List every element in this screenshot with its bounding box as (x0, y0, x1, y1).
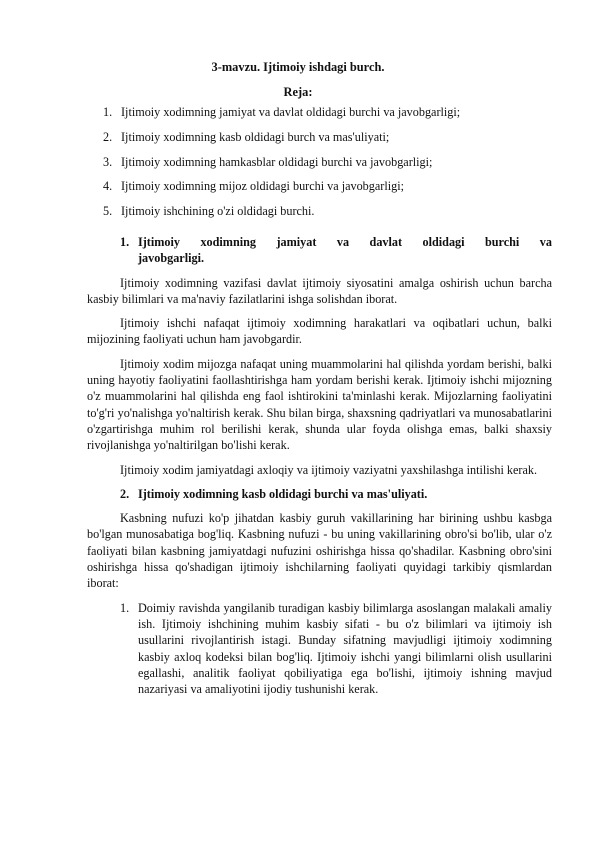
plan-item (103, 104, 563, 129)
list-item-text: Doimiy ravishda yangilanib turadigan kasbiy bilimlarga asoslangan malakali amaliy ish. Ijtimoiy ishchining muhim kasbiy sifati - bu o'z bilimlari va ijtimoiy ish usullarini rivojlantirish istagi. Bunday sifatning mavjudligi ijtimoiy xodimning kasbiy axloq kodeksi bilan bog'liq. Ijtimoiy ishchi yangi bilimlarni olish usullarini egallashi, analitik faoliyat qobiliyatiga ega bo'lishi, ijtimoiy ishning mavjud nazariyasi va amaliyotini ijodiy tushunishi kerak. (138, 600, 552, 697)
document-body (87, 234, 552, 697)
plan-item-text: Ijtimoiy xodimning hamkasblar oldidagi burchi va javobgarligi; (121, 154, 433, 169)
plan-item-number: 2. (103, 129, 113, 144)
plan-item-number: 5. (103, 204, 113, 219)
document-title: 3-mavzu. Ijtimoiy ishdagi burch. (211, 60, 385, 74)
plan-item-number: 4. (103, 179, 113, 194)
list-item-number: 1. (120, 600, 130, 615)
paragraph: Ijtimoiy xodimning vazifasi davlat ijtimoiy siyosatini amalga oshirish uchun barcha kasbiy bilimlari va ma'naviy fazilatlarini ishga solishdan iborat. (87, 275, 552, 306)
section-2-heading (120, 486, 552, 502)
plan-item-text: Ijtimoiy ishchining o'zi oldidagi burchi. (121, 204, 315, 219)
paragraph: Ijtimoiy ishchi nafaqat ijtimoiy xodimning harakatlari va oqibatlari uchun, balki mijozining faoliyati uchun ham javobgardir. (87, 316, 552, 347)
section-1-number: 1. (120, 235, 130, 249)
section-1-heading-line: Ijtimoiy xodimning jamiyat va davlat oldidagi burchi va (138, 235, 552, 249)
plan-item (103, 203, 563, 228)
plan-heading: Reja: (283, 85, 313, 99)
paragraph: Ijtimoiy xodim mijozga nafaqat uning muammolarini hal qilishda yordam berishi, balki uning hayotiy faoliyatini faollashtirishga ham yordam berishi kerak. Ijtimoiy ishchi mijozning o'z muammolarini hal qilishda eng faol ishtirokini ta'minlashi kerak. Mijozlarning faoliyatini to'g'ri yo'nalishga yo'naltirish kerak. Shu bilan birga, shaxsning qadriyatlari va munosabatlarini o'zgartirishga muhim rol berilishi kerak, shunda ular foyda olishga emas, balki shaxsiy rivojlanishga yo'naltirilgan bo'lishi kerak. (87, 356, 552, 453)
section-2-number: 2. (120, 486, 130, 501)
plan-item-text: Ijtimoiy xodimning kasb oldidagi burch va mas'uliyati; (121, 129, 390, 144)
plan-item-text: Ijtimoiy xodimning mijoz oldidagi burchi va javobgarligi; (121, 179, 404, 194)
plan-item (103, 129, 563, 154)
plan-item-text: Ijtimoiy xodimning jamiyat va davlat oldidagi burchi va javobgarligi; (121, 105, 461, 119)
paragraph: Kasbning nufuzi ko'p jihatdan kasbiy guruh vakillarining har birining ushbu kasbga bo'lgan munosabatiga bog'liq. Kasbning nufuzi - bu uning vakillarining obro'si bo'lib, ular o'z faoliyati bilan kasbning jamiyatdagi nufuzini oshirishga hissa qo'shadilar. Kasbning obro'sini oshirishga hissa qo'shadigan ijtimoiy ishchilarning faoliyati quyidagi tarkibiy qismlardan iborat: (87, 511, 552, 591)
section-1-heading (120, 234, 552, 267)
section-2-heading-text: Ijtimoiy xodimning kasb oldidagi burchi va mas'uliyati. (138, 486, 428, 501)
plan-item-number: 3. (103, 154, 113, 169)
plan-item (103, 178, 563, 203)
plan-list (103, 104, 563, 228)
plan-item (103, 154, 563, 179)
paragraph: Ijtimoiy xodim jamiyatdagi axloqiy va ijtimoiy vaziyatni yaxshilashga intilishi kerak. (120, 462, 538, 477)
list-item (120, 600, 552, 698)
plan-item-number: 1. (103, 105, 113, 119)
section-1-heading-line: javobgarligi. (138, 251, 205, 266)
